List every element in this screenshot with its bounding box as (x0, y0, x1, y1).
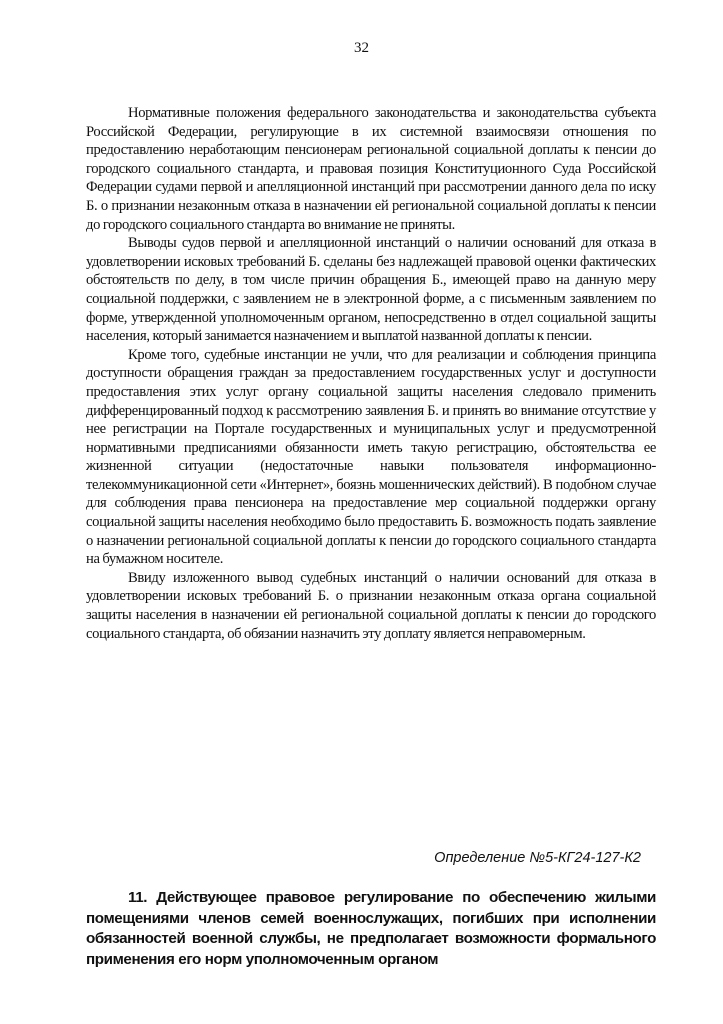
case-citation: Определение №5-КГ24-127-К2 (434, 850, 641, 866)
paragraph: Кроме того, судебные инстанции не учли, что для реализации и соблюдения принципа доступности обращения граждан за предоставлением государственных услуг и доступности предоставления этих услуг органу социальной защиты населения следовало применить дифференцированный подход к рассмотрению заявления Б. и принять во внимание отсутствие у нее регистрации на Портале государственных и муниципальных услуг и предусмотренной нормативными предписаниями обязанности иметь такую регистрацию, обстоятельства ее жизненной ситуации (недостаточные навыки пользователя информационно-телекоммуникационной сети «Интернет», боязнь мошеннических действий). В подобном случае для соблюдения права пенсионера на предоставление мер социальной поддержки органу социальной защиты населения необходимо было предоставить Б. возможность подать заявление о назначении региональной социальной доплаты к пенсии до городского социального стандарта на бумажном носителе. (86, 346, 656, 568)
paragraph: Ввиду изложенного вывод судебных инстанций о наличии оснований для отказа в удовлетворении исковых требований Б. о признании незаконным отказа органа социальной защиты населения в назначении ей региональной социальной доплаты к пенсии до городского социального стандарта, об обязании назначить эту доплату является неправомерным. (86, 569, 656, 642)
document-body (86, 104, 656, 643)
page-number: 32 (354, 40, 369, 56)
paragraph: Нормативные положения федерального законодательства и законодательства субъекта Российской Федерации, регулирующие в их системной взаимосвязи отношения по предоставлению неработающим пенсионерам региональной социальной доплаты к пенсии до городского социального стандарта, и правовая позиция Конституционного Суда Российской Федерации судами первой и апелляционной инстанций при рассмотрении данного дела по иску Б. о признании незаконным отказа в назначении ей региональной социальной доплаты к пенсии до городского социального стандарта во внимание не приняты. (86, 105, 656, 233)
paragraph: Выводы судов первой и апелляционной инстанций о наличии оснований для отказа в удовлетворении исковых требований Б. сделаны без надлежащей правовой оценки фактических обстоятельств по делу, в том числе причин обращения Б., имеющей право на данную меру социальной поддержки, с заявлением не в электронной форме, а с письменным заявлением по форме, утвержденной уполномоченным органом, непосредственно в отдел социальной защиты населения, который занимается назначением и выплатой названной доплаты к пенсии. (86, 235, 656, 345)
section-heading: 11. Действующее правовое регулирование по обеспечению жилыми помещениями членов семей военнослужащих, погибших при исполнении обязанностей военной службы, не предполагает возможности формального применения его норм уполномоченным органом (86, 889, 656, 968)
